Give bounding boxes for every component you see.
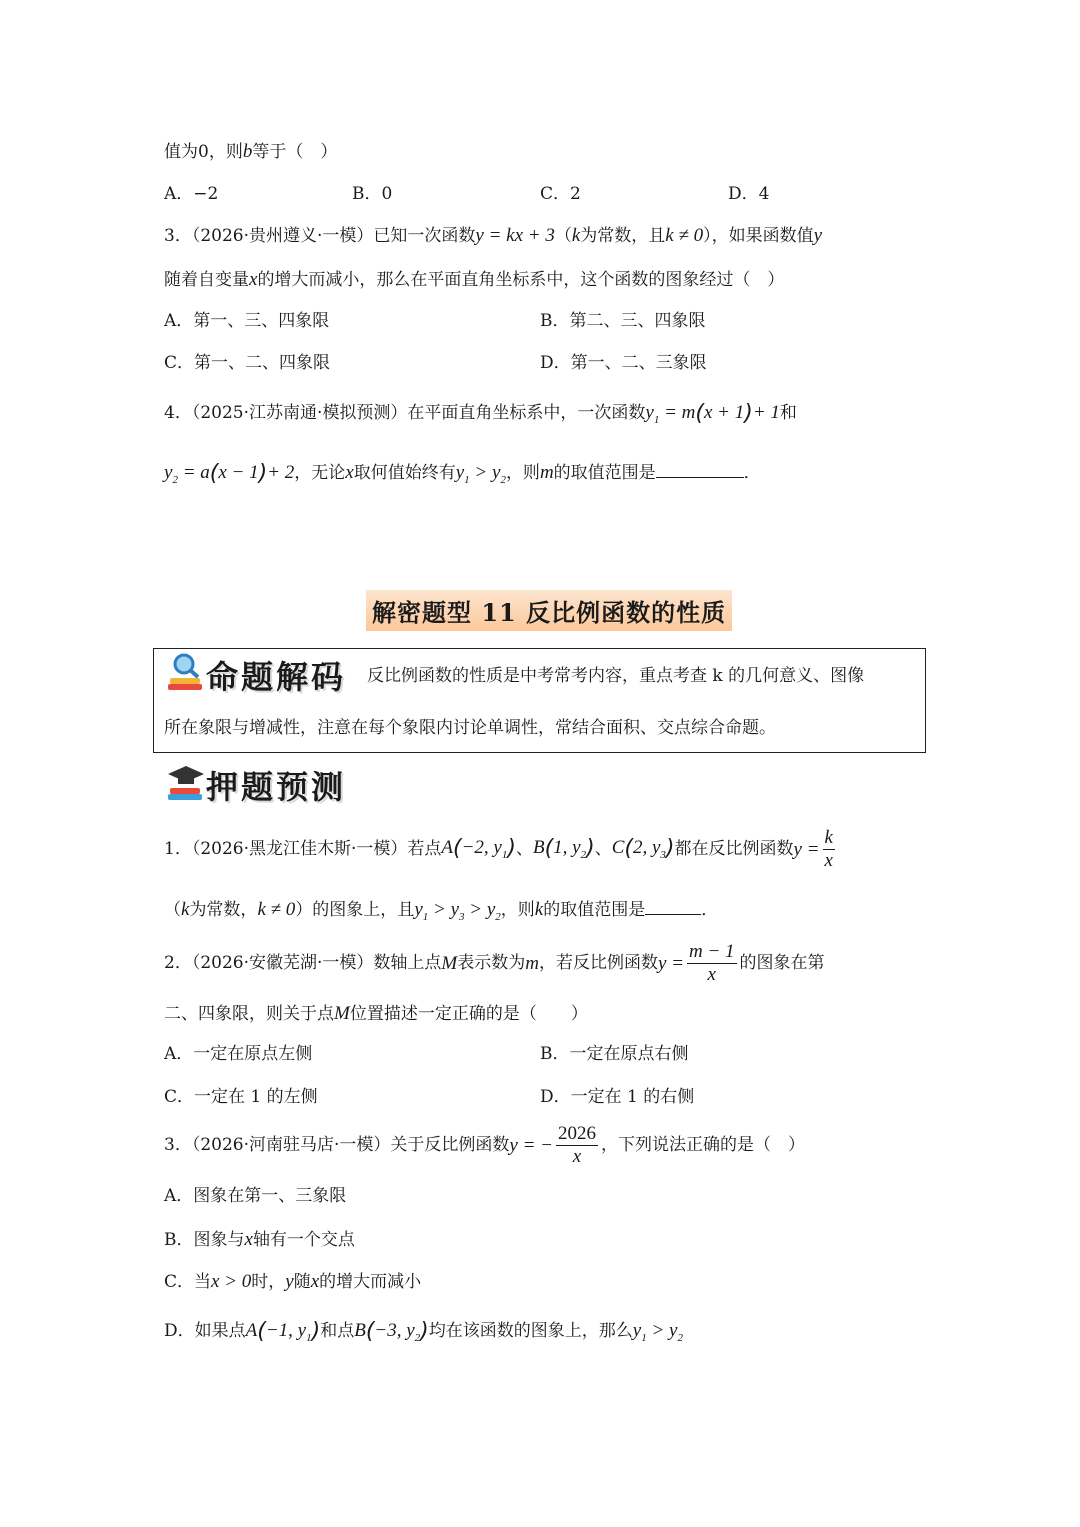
option-d: D．4 bbox=[728, 184, 770, 204]
formula: y = kx + 3 bbox=[475, 225, 555, 246]
option-d: D．如果点A(−1, $y_1$)和点B(−3, $y_2$)均在该函数的图象上，那么$y_1 > y_2$ bbox=[164, 1319, 683, 1344]
option-c: C．2 bbox=[540, 184, 581, 204]
question-text: 值为0，则b等于（ ） bbox=[164, 141, 338, 162]
fraction: $\frac{2026}{x}$ bbox=[557, 1123, 596, 1167]
option-b: B．图象与x轴有一个交点 bbox=[164, 1229, 355, 1250]
question-4-line2: $y_2 = a(x - 1)+ 2$，无论x取何值始终有$y_1 > y_2$，则m的取值范围是 ． bbox=[164, 461, 761, 486]
option-a: A．−2 bbox=[164, 184, 219, 204]
fraction: $\frac{k}{x}$ bbox=[824, 827, 833, 871]
section-heading: 解密题型 11 反比例函数的性质 bbox=[366, 590, 732, 631]
option-b: B．一定在原点右侧 bbox=[540, 1044, 689, 1064]
problem-1-line1: 1．（2026·黑龙江佳木斯·一模）若点A(−2, $y_1$)、B(1, $y_2$)、C(2, $y_3$)都在反比例函数y = $\frac{k}{x}$ bbox=[164, 827, 833, 871]
answer-blank bbox=[645, 898, 701, 915]
problem-2-line1: 2．（2026·安徽芜湖·一模）数轴上点M表示数为m，若反比例函数y = $\frac{m - 1}{x}$ 的图象在第 bbox=[164, 941, 825, 985]
fraction: $\frac{m - 1}{x}$ bbox=[688, 941, 735, 985]
option-d: D．第一、二、三象限 bbox=[540, 353, 707, 373]
option-c: C．一定在 1 的左侧 bbox=[164, 1087, 318, 1107]
option-d: D．一定在 1 的右侧 bbox=[540, 1087, 695, 1107]
question-4-line1: 4．（2025·江苏南通·模拟预测）在平面直角坐标系中，一次函数$y_1 = m(x + 1)+ 1$和 bbox=[164, 401, 797, 426]
option-a: A．图象在第一、三象限 bbox=[164, 1186, 347, 1206]
badge-yati-yuce: 押题预测 bbox=[166, 762, 346, 808]
option-c: C．当x > 0时，y随x的增大而减小 bbox=[164, 1271, 422, 1292]
problem-2-line2: 二、四象限，则关于点M位置描述一定正确的是（ ） bbox=[164, 1003, 588, 1024]
question-3-line2: 随着自变量x的增大而减小，那么在平面直角坐标系中，这个函数的图象经过（ ） bbox=[164, 269, 785, 290]
question-3-line1: 3．（2026·贵州遵义·一模）已知一次函数y = kx + 3（k为常数，且k ≠ 0），如果函数值y bbox=[164, 225, 823, 246]
badge-mingti-jiema: 命题解码 bbox=[166, 652, 346, 698]
answer-blank bbox=[656, 461, 744, 478]
option-a: A．一定在原点左侧 bbox=[164, 1044, 313, 1064]
option-b: B．0 bbox=[352, 184, 393, 204]
graduation-cap-books-icon bbox=[166, 764, 206, 806]
problem-3-line1: 3．（2026·河南驻马店·一模）关于反比例函数y = − $\frac{2026}{x}$ ，下列说法正确的是（ ） bbox=[164, 1123, 805, 1167]
intro-line1: 反比例函数的性质是中考常考内容，重点考查 k 的几何意义、图像 bbox=[367, 666, 865, 686]
option-a: A．第一、三、四象限 bbox=[164, 311, 330, 331]
math-var: b bbox=[242, 141, 253, 162]
problem-1-line2: （k为常数，k ≠ 0）的图象上，且$y_1 > y_3 > y_2$，则k的取值范围是 ． bbox=[164, 899, 719, 923]
option-c: C．第一、二、四象限 bbox=[164, 353, 331, 373]
intro-line2: 所在象限与增减性，注意在每个象限内讨论单调性，常结合面积、交点综合命题。 bbox=[164, 718, 776, 738]
option-b: B．第二、三、四象限 bbox=[540, 311, 706, 331]
magnifier-books-icon bbox=[166, 652, 206, 696]
